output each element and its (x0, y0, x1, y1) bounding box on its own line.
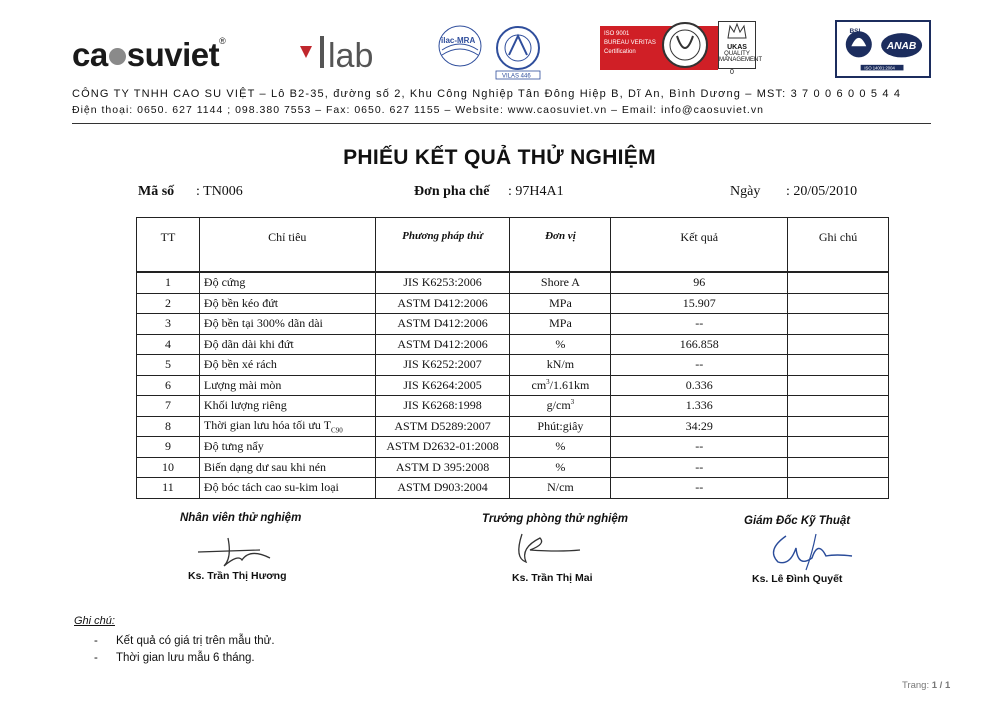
cell-method: ASTM D2632-01:2008 (375, 437, 510, 458)
header-method: Phương pháp thử (375, 218, 510, 273)
company-line: CÔNG TY TNHH CAO SU VIỆT – Lô B2-35, đường số 2, Khu Công Nghiệp Tân Đông Hiệp B, Dĩ An, Bình Dương – MST: 3 7 0 0 6 0 0 5 4 4 (72, 88, 902, 100)
cell-unit: % (510, 457, 611, 478)
caosuviet-logo: ca suviet® (72, 36, 226, 73)
formula-value: : 97H4A1 (508, 184, 564, 199)
cell-tt: 3 (137, 314, 200, 335)
vlab-logo (300, 34, 385, 72)
table-row (137, 293, 889, 314)
cell-method: JIS K6252:2007 (375, 355, 510, 376)
cell-result: -- (611, 478, 788, 499)
bureau-veritas-logo: ISO 9001 BUREAU VERITAS Certification (600, 26, 718, 70)
cell-unit: % (510, 334, 611, 355)
header-unit: Đơn vị (510, 218, 611, 273)
cell-result: 15.907 (611, 293, 788, 314)
logo-dot-icon (109, 48, 126, 65)
cell-note (788, 437, 889, 458)
notes-title: Ghi chú: (74, 615, 115, 627)
cell-note (788, 457, 889, 478)
bsi-anab-logo (835, 20, 931, 78)
note-item: - Thời gian lưu mẫu 6 tháng. (94, 652, 255, 664)
cell-method: ASTM D5289:2007 (375, 416, 510, 437)
table-row (137, 478, 889, 499)
formula-meta: Đơn pha chế (414, 184, 490, 199)
cell-note (788, 396, 889, 417)
head-signature (500, 528, 600, 570)
cell-tt: 10 (137, 457, 200, 478)
ilac-vilas-logo (438, 24, 553, 80)
cell-result: 34:29 (611, 416, 788, 437)
header-tt: TT (137, 218, 200, 273)
cell-result: 0.336 (611, 375, 788, 396)
header-note: Ghi chú (788, 218, 889, 273)
cell-criteria: Lượng mài mòn (199, 375, 375, 396)
cell-method: ASTM D412:2006 (375, 334, 510, 355)
svg-text:lab: lab (328, 37, 374, 72)
code-value: : TN006 (196, 184, 243, 199)
cell-criteria: Độ tưng nẩy (199, 437, 375, 458)
cell-unit: MPa (510, 293, 611, 314)
cell-criteria: Độ bền tại 300% dãn dài (199, 314, 375, 335)
cell-note (788, 416, 889, 437)
page-title: PHIẾU KẾT QUẢ THỬ NGHIỆM (343, 146, 656, 169)
cell-tt: 1 (137, 272, 200, 293)
cell-method: JIS K6268:1998 (375, 396, 510, 417)
director-name: Ks. Lê Đình Quyết (752, 573, 843, 585)
tester-label: Nhân viên thử nghiệm (180, 512, 302, 524)
tester-signature (190, 528, 300, 570)
cell-note (788, 375, 889, 396)
cell-tt: 5 (137, 355, 200, 376)
results-table (136, 217, 889, 499)
cell-criteria: Độ bóc tách cao su-kim loại (199, 478, 375, 499)
cell-criteria: Biến dạng dư sau khi nén (199, 457, 375, 478)
table-row (137, 334, 889, 355)
cell-tt: 4 (137, 334, 200, 355)
table-row (137, 416, 889, 437)
svg-text:ilac-MRA: ilac-MRA (441, 36, 476, 45)
cell-tt: 8 (137, 416, 200, 437)
director-signature (756, 528, 866, 574)
director-label: Giám Đốc Kỹ Thuật (744, 515, 851, 527)
date-value: : 20/05/2010 (786, 184, 858, 199)
cell-tt: 9 (137, 437, 200, 458)
cell-tt: 6 (137, 375, 200, 396)
cell-method: ASTM D 395:2008 (375, 457, 510, 478)
date-meta: Ngày (730, 184, 761, 199)
cell-unit: Phút:giây (510, 416, 611, 437)
svg-text:ANAB: ANAB (886, 41, 917, 52)
cell-criteria: Thời gian lưu hóa tối ưu $T_{C90}$ (199, 416, 375, 437)
cell-method: JIS K6264:2005 (375, 375, 510, 396)
table-row (137, 437, 889, 458)
svg-text:ISO 14001:2004: ISO 14001:2004 (864, 65, 895, 71)
cell-note (788, 478, 889, 499)
cell-unit: kN/m (510, 355, 611, 376)
contact-line: Điện thoại: 0650. 627 1144 ; 098.380 7553 – Fax: 0650. 627 1155 – Website: www.caosuviet.vn – Email: info@caosuviet.vn (72, 104, 764, 116)
cell-note (788, 355, 889, 376)
bureau-veritas-seal-icon (660, 20, 710, 72)
cell-result: -- (611, 314, 788, 335)
svg-text:VILAS 446: VILAS 446 (502, 73, 531, 80)
header-criteria: Chỉ tiêu (199, 218, 375, 273)
cell-method: ASTM D412:2006 (375, 293, 510, 314)
head-name: Ks. Trần Thị Mai (512, 572, 593, 584)
cell-criteria: Độ bền kéo đứt (199, 293, 375, 314)
cell-result: 96 (611, 272, 788, 293)
crown-icon (726, 22, 748, 42)
tester-name: Ks. Trần Thị Hương (188, 570, 287, 582)
cell-tt: 11 (137, 478, 200, 499)
ukas-number: 0 (730, 69, 734, 76)
cell-unit: % (510, 437, 611, 458)
header-result: Kết quả (611, 218, 788, 273)
cell-criteria: Khối lượng riêng (199, 396, 375, 417)
cell-criteria: Độ dãn dài khi đứt (199, 334, 375, 355)
code-meta: Mã số (138, 184, 175, 199)
cell-result: 1.336 (611, 396, 788, 417)
cell-note (788, 272, 889, 293)
cell-method: ASTM D412:2006 (375, 314, 510, 335)
cell-method: ASTM D903:2004 (375, 478, 510, 499)
cell-unit: $g/cm^3$ (510, 396, 611, 417)
cell-note (788, 314, 889, 335)
cell-result: -- (611, 355, 788, 376)
table-row (137, 375, 889, 396)
table-row (137, 457, 889, 478)
cell-unit: $cm^3/1.61km$ (510, 375, 611, 396)
table-row (137, 272, 889, 293)
table-header-row (137, 218, 889, 273)
cell-result: -- (611, 437, 788, 458)
head-label: Trưởng phòng thử nghiệm (482, 513, 628, 525)
table-row (137, 396, 889, 417)
cell-unit: N/cm (510, 478, 611, 499)
cell-tt: 2 (137, 293, 200, 314)
cell-note (788, 334, 889, 355)
cell-criteria: Độ cứng (199, 272, 375, 293)
cell-result: 166.858 (611, 334, 788, 355)
cell-tt: 7 (137, 396, 200, 417)
cell-method: JIS K6253:2006 (375, 272, 510, 293)
table-row (137, 355, 889, 376)
table-row (137, 314, 889, 335)
cell-unit: Shore A (510, 272, 611, 293)
page-number: Trang: 1 / 1 (902, 680, 951, 691)
cell-result: -- (611, 457, 788, 478)
ukas-logo: UKAS QUALITY MANAGEMENT (718, 21, 756, 69)
note-item: - Kết quả có giá trị trên mẫu thử. (94, 635, 275, 647)
cell-criteria: Độ bền xé rách (199, 355, 375, 376)
cell-note (788, 293, 889, 314)
cell-unit: MPa (510, 314, 611, 335)
svg-text:BSI: BSI (849, 28, 861, 36)
header-divider (72, 123, 931, 124)
